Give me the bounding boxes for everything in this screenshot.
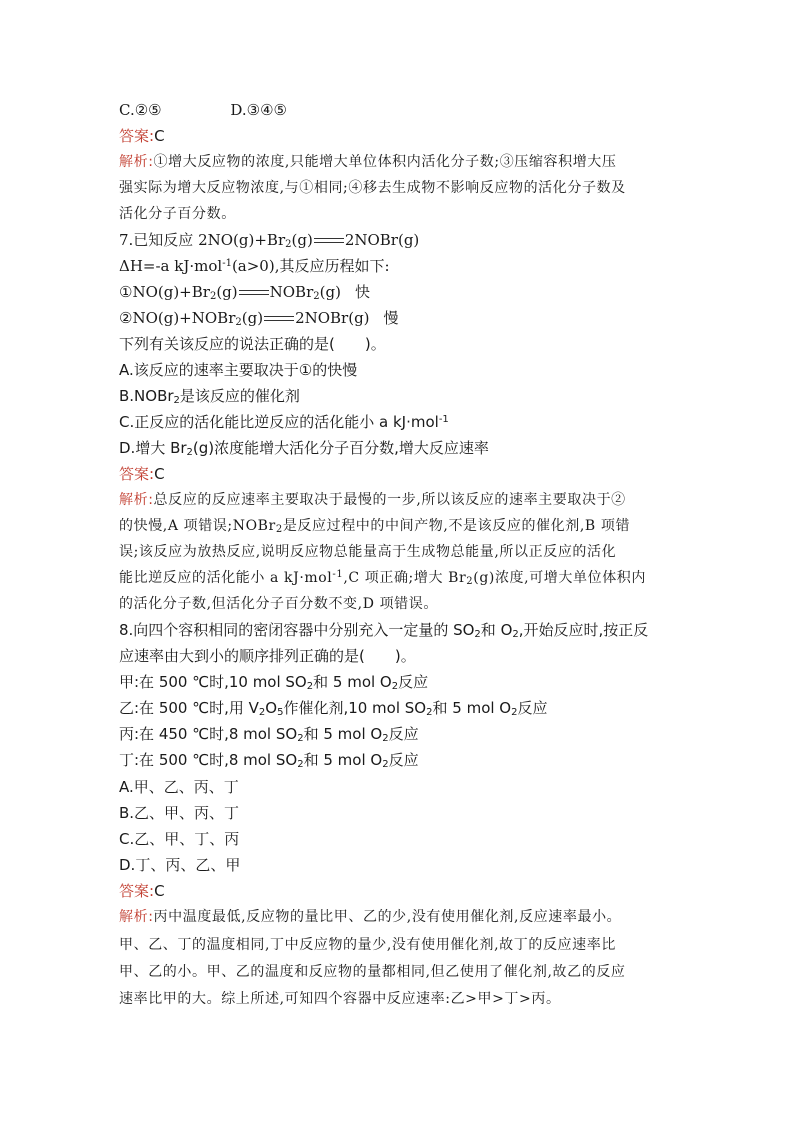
option-text: 是该反应的催化剂: [179, 387, 300, 405]
q7-stem: [119, 230, 419, 250]
q8-stem-line-2: 应速率由大到小的顺序排列正确的是( )。: [119, 647, 416, 665]
subscript: 2: [186, 447, 193, 458]
subscript: 2: [382, 759, 389, 770]
q8-stem-text: ,开始反应时,按正反: [518, 621, 649, 639]
answer-value: C: [154, 127, 165, 145]
q7-explanation-line-2: [119, 516, 630, 536]
q8-stem-line-1: [119, 620, 648, 640]
explanation-text: ①增大反应物的浓度,只能增大单位体积内活化分子数;③压缩容积增大压: [153, 154, 617, 170]
q7-option-b: [119, 386, 300, 406]
q7-stem-text: 7.已知反应 2NO(g)+Br: [119, 231, 286, 249]
subscript: 2: [235, 317, 242, 328]
q7-option-d: [119, 438, 489, 458]
q7-option-c: [119, 412, 449, 432]
explanation-text: ,C 项正确;增大 Br: [343, 570, 467, 586]
subscript: 2: [426, 707, 433, 718]
condition-text: O: [265, 699, 278, 717]
q8-condition-bing: [119, 724, 419, 744]
explanation-label: 解析:: [119, 909, 154, 925]
q6-option-d: D.③④⑤: [230, 101, 287, 119]
option-text: D.增大 Br: [119, 439, 187, 457]
explanation-text: 能比逆反应的活化能小 a kJ·mol: [119, 570, 333, 586]
answer-label: 答案:: [119, 465, 155, 483]
q6-option-c: C.②⑤: [119, 101, 162, 119]
q8-option-d: D.丁、丙、乙、甲: [119, 856, 241, 874]
superscript: -1: [438, 414, 449, 425]
condition-text: 反应: [388, 751, 419, 769]
q7-stem-text: (g): [291, 231, 313, 249]
q8-stem-text: 和 O: [480, 621, 513, 639]
option-text: (g)浓度能增大活化分子百分数,增大反应速率: [192, 439, 489, 457]
step-text: (g): [216, 283, 238, 301]
condition-text: 丙:在 450 ℃时,8 mol SO: [119, 725, 298, 743]
superscript: -1: [332, 569, 344, 580]
condition-text: 反应: [398, 673, 429, 691]
q8-option-b: B.乙、甲、丙、丁: [119, 804, 240, 822]
explanation-text: (g)浓度,可增大单位体积内: [473, 570, 647, 586]
q6-explanation-line-3: 活化分子百分数。: [119, 206, 236, 222]
step-text: NOBr: [269, 283, 314, 301]
condition-text: 和 5 mol O: [432, 699, 512, 717]
condition-text: 作催化剂,10 mol SO: [283, 699, 427, 717]
explanation-text: 的快慢,A 项错误;NOBr: [119, 518, 276, 534]
subscript: 2: [382, 733, 389, 744]
equilibrium-arrow-icon: [239, 289, 269, 297]
q7-explanation-line-1: [119, 490, 626, 510]
answer-value: C: [154, 882, 165, 900]
subscript: 2: [297, 759, 304, 770]
subscript: 2: [474, 629, 481, 640]
condition-text: 反应: [388, 725, 419, 743]
subscript: 2: [391, 681, 399, 692]
explanation-text: 是反应过程中的中间产物,不是该反应的催化剂,B 项错: [282, 518, 631, 534]
explanation-label: 解析:: [119, 492, 154, 508]
option-text: C.正反应的活化能比逆反应的活化能小 a kJ·mol: [119, 413, 439, 431]
q7-answer: [119, 464, 165, 484]
subscript: 2: [306, 681, 314, 692]
step-text: ②NO(g)+NOBr: [119, 309, 236, 327]
q8-option-c: C.乙、甲、丁、丙: [119, 830, 240, 848]
step-text: (g): [319, 283, 341, 301]
q8-condition-ding: [119, 750, 419, 770]
q6-options-line: [119, 100, 287, 120]
enthalpy-text: (a>0),其反应历程如下:: [231, 257, 390, 275]
superscript: -1: [222, 258, 232, 269]
enthalpy-text: ΔH=-a kJ·mol: [119, 257, 223, 275]
subscript: 2: [466, 576, 474, 587]
q7-explanation-line-4: [119, 568, 646, 588]
q6-answer: [119, 126, 165, 146]
subscript: 2: [173, 395, 180, 406]
answer-label: 答案:: [119, 127, 155, 145]
q7-step-1: [119, 282, 370, 302]
q7-explanation-line-3: 误;该反应为放热反应,说明反应物总能量高于生成物总能量,所以正反应的活化: [119, 544, 617, 560]
condition-text: 丁:在 500 ℃时,8 mol SO: [119, 751, 298, 769]
equilibrium-arrow-icon: [314, 237, 344, 245]
subscript: 2: [511, 707, 518, 718]
subscript: 2: [512, 629, 519, 640]
answer-value: C: [154, 465, 165, 483]
condition-text: 和 5 mol O: [303, 751, 383, 769]
condition-text: 和 5 mol O: [303, 725, 383, 743]
q7-option-a: A.该反应的速率主要取决于①的快慢: [119, 361, 358, 379]
subscript: 2: [297, 733, 304, 744]
q8-option-a: A.甲、乙、丙、丁: [119, 778, 239, 796]
q7-explanation-line-5: 的活化分子数,但活化分子百分数不变,D 项错误。: [119, 596, 438, 612]
option-text: B.NOBr: [119, 387, 174, 405]
answer-label: 答案:: [119, 882, 155, 900]
q7-stem-text: 2NOBr(g): [344, 231, 420, 249]
subscript: 5: [277, 707, 284, 718]
q8-answer: [119, 881, 165, 901]
q7-enthalpy: [119, 256, 390, 276]
q6-explanation-line-1: [119, 152, 617, 172]
explanation-text: 总反应的反应速率主要取决于最慢的一步,所以该反应的速率主要取决于②: [153, 492, 626, 508]
step-speed: 慢: [383, 309, 399, 327]
equilibrium-arrow-icon: [264, 315, 294, 323]
q8-condition-yi: [119, 698, 548, 718]
condition-text: 甲:在 500 ℃时,10 mol SO: [119, 673, 307, 691]
q8-condition-jia: [119, 672, 428, 692]
step-text: (g): [241, 309, 264, 327]
condition-text: 乙:在 500 ℃时,用 V: [119, 699, 259, 717]
condition-text: 反应: [517, 699, 548, 717]
q6-explanation-line-2: 强实际为增大反应物浓度,与①相同;④移去生成物不影响反应物的活化分子数及: [119, 180, 626, 196]
q7-question: 下列有关该反应的说法正确的是( )。: [119, 335, 386, 353]
explanation-text: 丙中温度最低,反应物的量比甲、乙的少,没有使用催化剂,反应速率最小。: [153, 909, 622, 925]
q8-explanation-line-2: 甲、乙、丁的温度相同,丁中反应物的量少,没有使用催化剂,故丁的反应速率比: [119, 937, 616, 953]
explanation-label: 解析:: [119, 154, 154, 170]
subscript: 2: [313, 291, 320, 302]
subscript: 2: [285, 239, 292, 250]
subscript: 2: [258, 707, 266, 718]
subscript: 2: [275, 524, 283, 535]
q8-explanation-line-1: [119, 907, 621, 927]
q8-stem-text: 8.向四个容积相同的密闭容器中分别充入一定量的 SO: [119, 621, 475, 639]
step-text: 2NOBr(g): [295, 309, 370, 327]
step-text: ①NO(g)+Br: [119, 283, 210, 301]
q8-explanation-line-4: 速率比甲的大。综上所述,可知四个容器中反应速率:乙>甲>丁>丙。: [119, 991, 561, 1007]
subscript: 2: [209, 291, 217, 302]
q7-step-2: [119, 308, 399, 328]
step-speed: 快: [354, 283, 370, 301]
condition-text: 和 5 mol O: [313, 673, 392, 691]
q8-explanation-line-3: 甲、乙的小。甲、乙的温度和反应物的量都相同,但乙使用了催化剂,故乙的反应: [119, 964, 626, 980]
